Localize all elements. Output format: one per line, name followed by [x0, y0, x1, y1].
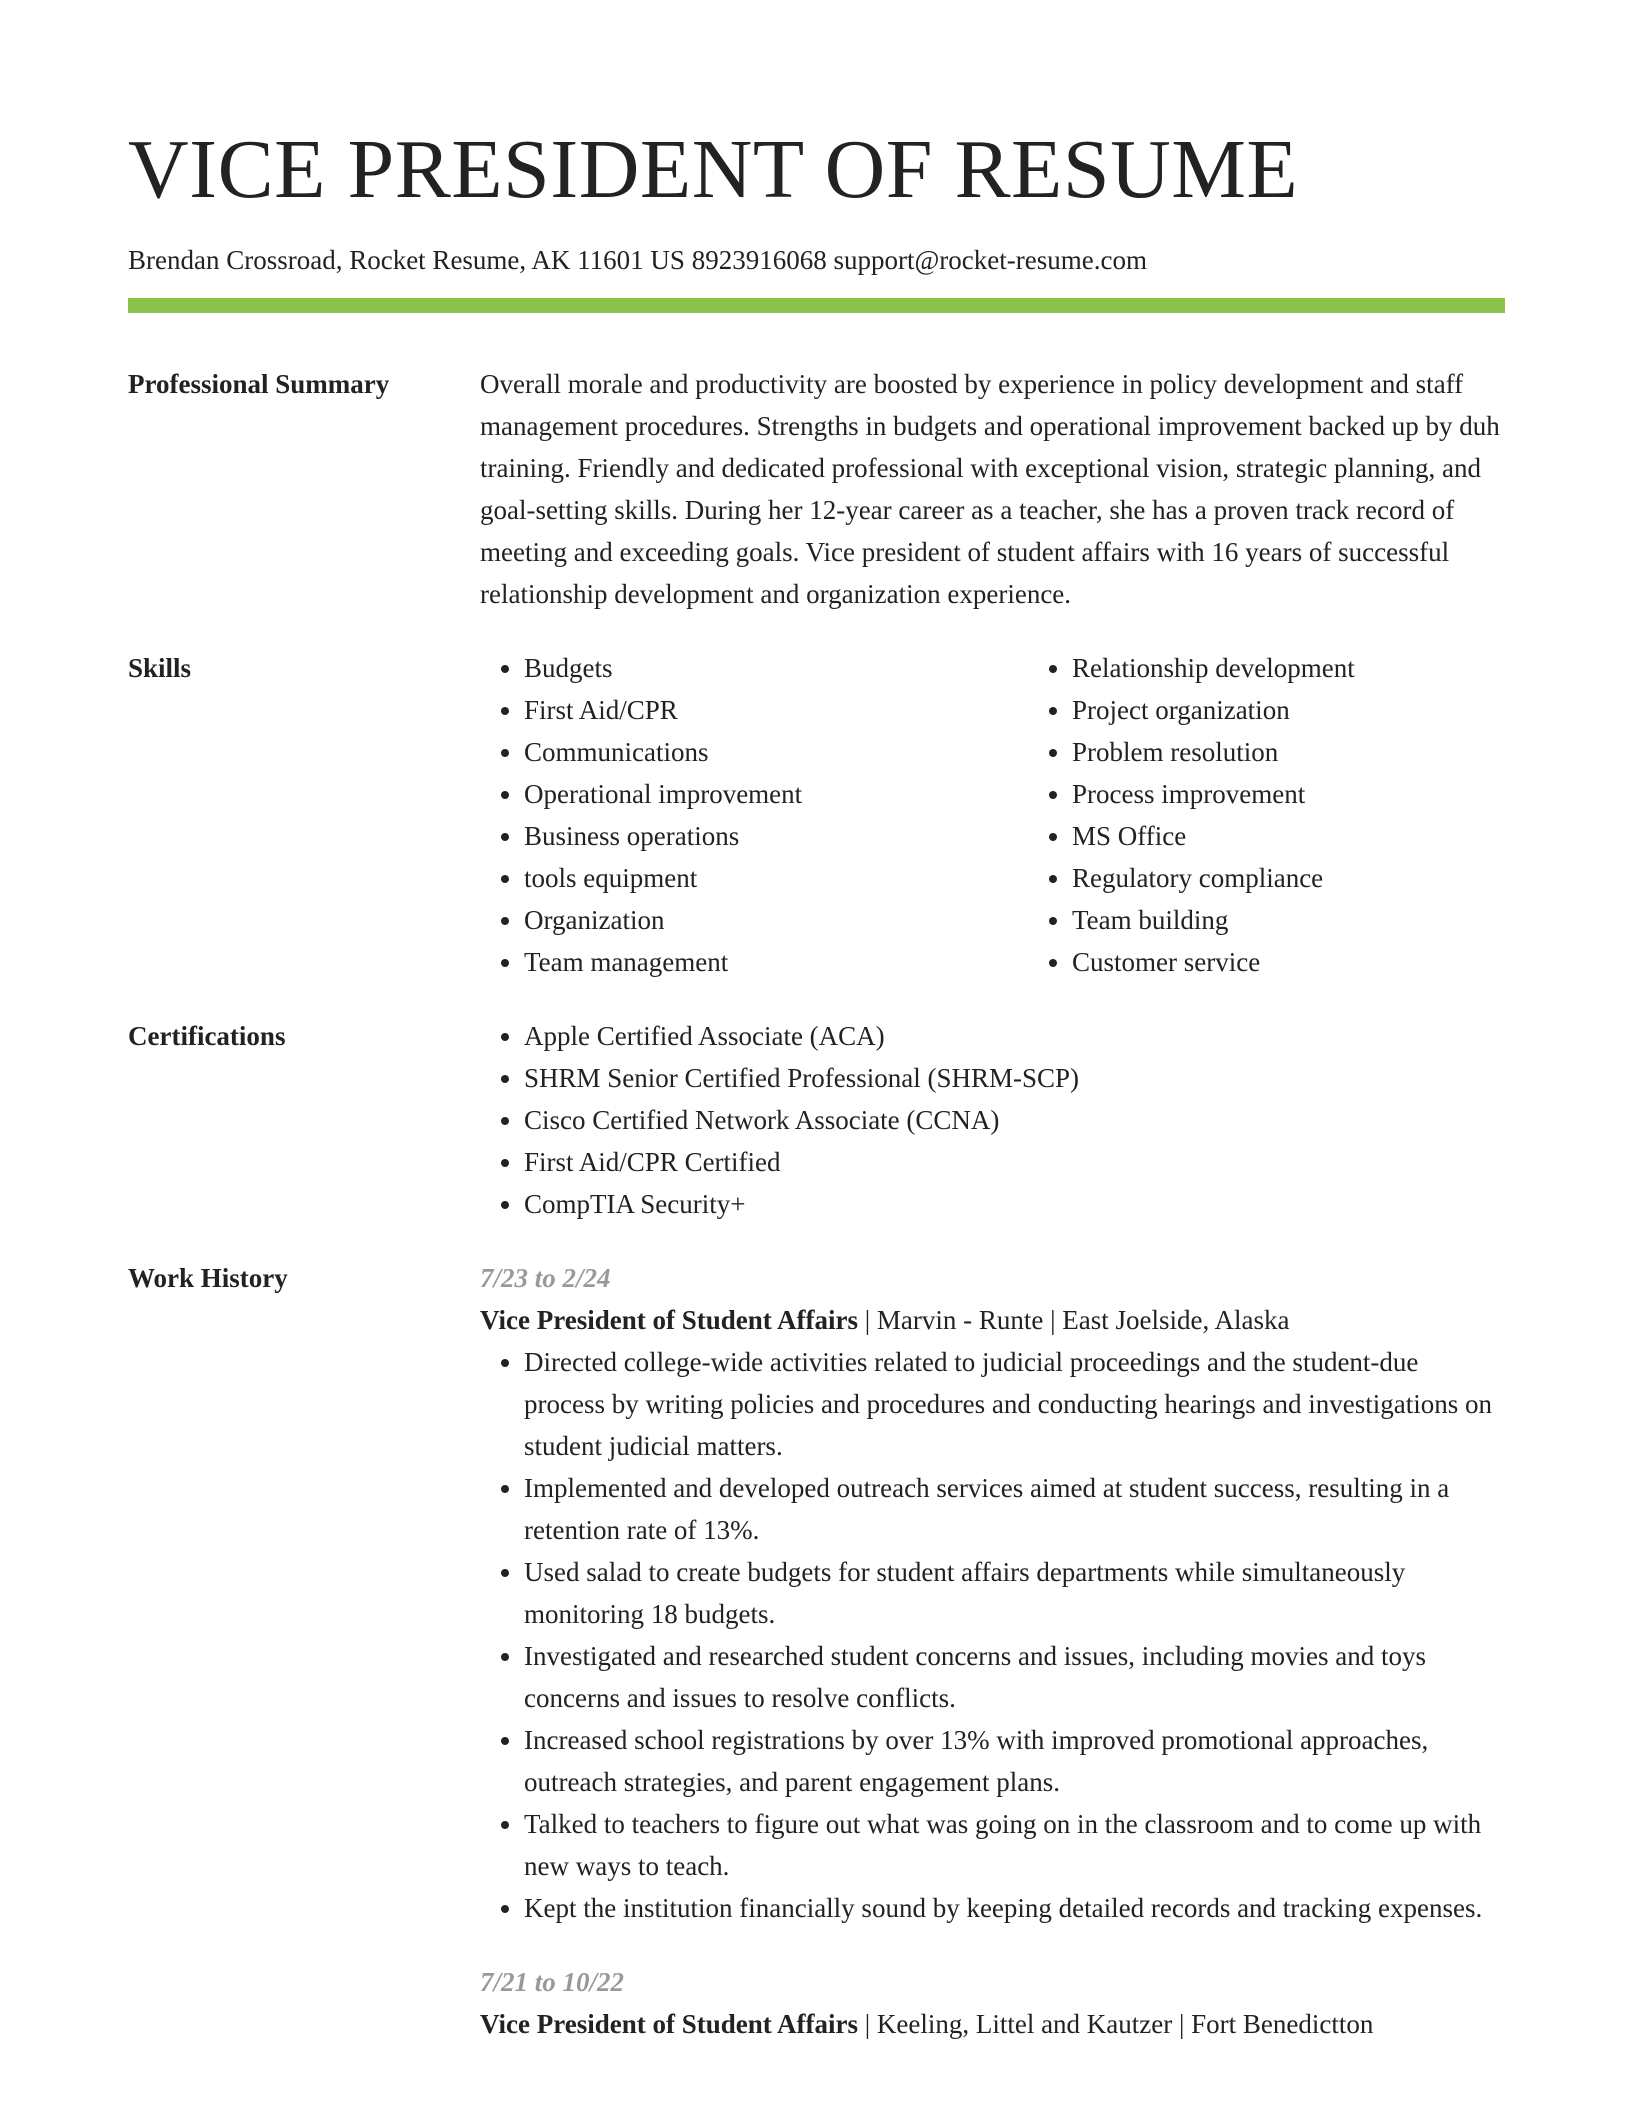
- contact-info: Brendan Crossroad, Rocket Resume, AK 11601 US 8923916068 support@rocket-resume.com: [128, 245, 1147, 275]
- job-entry: [480, 1961, 1505, 2045]
- job-details: | Marvin - Runte | East Joelside, Alaska: [857, 1305, 1290, 1335]
- skills-heading: Skills: [128, 653, 192, 683]
- skill-item: • Project organization: [1072, 689, 1576, 731]
- skill-item: • tools equipment: [524, 857, 1028, 899]
- summary-text: Overall morale and productivity are boosted by experience in policy development and staff management procedures. Strengths in budgets and operational improvement backed up by duh training. Friendly and dedicated professional with exceptional vision, strategic planning, and goal-setting skills. During her 12-year career as a teacher, she has a proven track record of meeting and exceeding goals. Vice president of student affairs with 16 years of successful relationship development and organization experience.: [480, 369, 1500, 609]
- job-entry: [480, 1257, 1505, 1929]
- skill-item: • Customer service: [1072, 941, 1576, 983]
- skills-list-left: [480, 647, 1028, 983]
- job-details: | Keeling, Littel and Kautzer | Fort Benedictton: [857, 2009, 1374, 2039]
- certifications-section: [128, 1015, 1505, 1225]
- responsibility-item: • Directed college-wide activities related to judicial proceedings and the student-due process by writing policies and procedures and conducting hearings and investigations on student judicial matters.: [524, 1341, 1505, 1467]
- skill-item: • Problem resolution: [1072, 731, 1576, 773]
- job-heading: [480, 2003, 1505, 2045]
- job-title: Vice President of Student Affairs: [480, 2009, 858, 2039]
- responsibility-item: • Used salad to create budgets for student affairs departments while simultaneously monitoring 18 budgets.: [524, 1551, 1505, 1635]
- responsibility-item: • Investigated and researched student concerns and issues, including movies and toys concerns and issues to resolve conflicts.: [524, 1635, 1505, 1719]
- certification-item: • Apple Certified Associate (ACA): [524, 1015, 1505, 1057]
- skills-section: [128, 647, 1505, 983]
- summary-heading: Professional Summary: [128, 369, 390, 399]
- resume-page: [128, 0, 1505, 2045]
- job-dates: 7/23 to 2/24: [480, 1263, 611, 1293]
- skills-list-right: [1028, 647, 1576, 983]
- job-title: Vice President of Student Affairs: [480, 1305, 858, 1335]
- skill-item: • Relationship development: [1072, 647, 1576, 689]
- skill-item: • Team management: [524, 941, 1028, 983]
- accent-divider: [128, 298, 1505, 313]
- certification-item: • First Aid/CPR Certified: [524, 1141, 1505, 1183]
- skill-item: • Operational improvement: [524, 773, 1028, 815]
- work-history-body: [480, 1257, 1505, 2045]
- certification-item: • Cisco Certified Network Associate (CCNA): [524, 1099, 1505, 1141]
- responsibility-item: • Implemented and developed outreach services aimed at student success, resulting in a retention rate of 13%.: [524, 1467, 1505, 1551]
- responsibility-item: • Increased school registrations by over 13% with improved promotional approaches, outreach strategies, and parent engagement plans.: [524, 1719, 1505, 1803]
- job-responsibilities: [480, 1341, 1505, 1929]
- responsibility-item: • Talked to teachers to figure out what was going on in the classroom and to come up with new ways to teach.: [524, 1803, 1505, 1887]
- job-dates: 7/21 to 10/22: [480, 1967, 625, 1997]
- skill-item: • Business operations: [524, 815, 1028, 857]
- skill-item: • Budgets: [524, 647, 1028, 689]
- skills-grid: [480, 647, 1576, 983]
- certifications-list: [480, 1015, 1505, 1225]
- certification-item: • CompTIA Security+: [524, 1183, 1505, 1225]
- resume-title: VICE PRESIDENT OF RESUME: [128, 123, 1299, 216]
- skill-item: • First Aid/CPR: [524, 689, 1028, 731]
- work-history-section: [128, 1257, 1505, 2045]
- skill-item: • Process improvement: [1072, 773, 1576, 815]
- skills-body: [480, 647, 1576, 983]
- job-heading: [480, 1299, 1505, 1341]
- skill-item: • Organization: [524, 899, 1028, 941]
- certifications-body: [480, 1015, 1505, 1225]
- skill-item: • Team building: [1072, 899, 1576, 941]
- skill-item: • MS Office: [1072, 815, 1576, 857]
- certifications-heading: Certifications: [128, 1021, 286, 1051]
- skill-item: • Communications: [524, 731, 1028, 773]
- summary-section: [128, 363, 1505, 615]
- skill-item: • Regulatory compliance: [1072, 857, 1576, 899]
- certification-item: • SHRM Senior Certified Professional (SHRM-SCP): [524, 1057, 1505, 1099]
- responsibility-item: • Kept the institution financially sound by keeping detailed records and tracking expenses.: [524, 1887, 1505, 1929]
- work-history-heading: Work History: [128, 1263, 288, 1293]
